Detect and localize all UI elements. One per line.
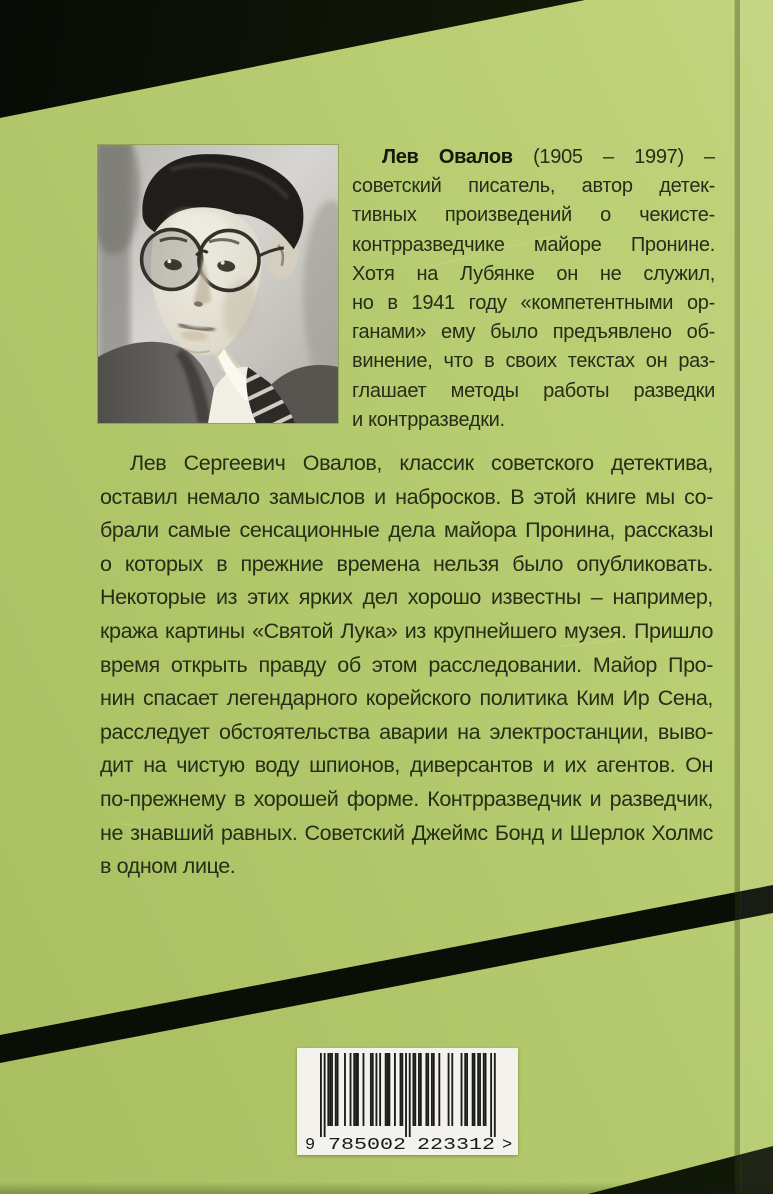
barcode-bars xyxy=(320,1053,496,1137)
portrait-illustration xyxy=(98,145,338,423)
synopsis-line: по-прежнему в хорошей форме. Контрразведчик и разведчик, xyxy=(100,786,713,811)
bio-line: ганами» ему было предъявлено об- xyxy=(352,321,715,344)
bottom-edge-shadow xyxy=(0,1182,773,1194)
synopsis-line: кража картины «Святой Лука» из крупнейшего музея. Пришло xyxy=(100,618,713,643)
bio-line xyxy=(352,143,715,172)
barcode-digits-group2: 223312 xyxy=(417,1136,495,1155)
bio-line: но в 1941 году «компетентными ор- xyxy=(352,292,715,315)
synopsis-line: о которых в прежние времена нельзя было опубликовать. xyxy=(100,551,713,576)
author-years: (1905 – 1997) – xyxy=(512,146,715,168)
bio-line: и контрразведки. xyxy=(352,408,505,431)
bio-line: глашает методы работы разведки xyxy=(352,379,715,402)
bio-line: тивных произведений о чекисте- xyxy=(352,204,715,227)
barcode-tail-arrow: > xyxy=(502,1136,513,1155)
bio-line: советский писатель, автор детек- xyxy=(352,175,715,198)
barcode-graphic xyxy=(297,1048,518,1155)
synopsis-line: время открыть правду об этом расследовании. Майор Про- xyxy=(100,652,713,677)
bio-line: контрразведчике майоре Пронине. xyxy=(352,233,715,256)
synopsis-line: нин спасает легендарного корейского политика Ким Ир Сена, xyxy=(100,686,713,711)
synopsis-line: в одном лице. xyxy=(100,854,236,879)
cover-hinge-groove xyxy=(735,0,740,1194)
barcode-digits-group1: 785002 xyxy=(328,1136,406,1155)
synopsis-line: расследует обстоятельства аварии на электростанции, выво- xyxy=(100,719,713,744)
synopsis-line: оставил немало замыслов и набросков. В этой книге мы со- xyxy=(100,484,713,509)
bio-line: Хотя на Лубянке он не служил, xyxy=(352,262,715,285)
author-portrait-photo xyxy=(98,145,338,423)
synopsis-line: Некоторые из этих ярких дел хорошо известны – например, xyxy=(100,585,713,610)
synopsis-line: дит на чистую воду шпионов, диверсантов и их агентов. Он xyxy=(100,753,713,778)
author-bio-paragraph xyxy=(352,143,715,435)
synopsis-line: не знавший равных. Советский Джеймс Бонд и Шерлок Холмс xyxy=(100,820,713,845)
synopsis-line: Лев Сергеевич Овалов, классик советского детектива, xyxy=(130,451,713,475)
isbn-barcode xyxy=(297,1048,518,1155)
cover-right-edge xyxy=(741,0,773,1194)
synopsis-line: брали самые сенсационные дела майора Пронина, рассказы xyxy=(100,518,713,543)
barcode-digit-first: 9 xyxy=(305,1136,316,1155)
bio-line: винение, что в своих текстах он раз- xyxy=(352,350,715,373)
author-name: Лев Овалов xyxy=(382,146,513,168)
book-synopsis-paragraph xyxy=(100,447,713,884)
